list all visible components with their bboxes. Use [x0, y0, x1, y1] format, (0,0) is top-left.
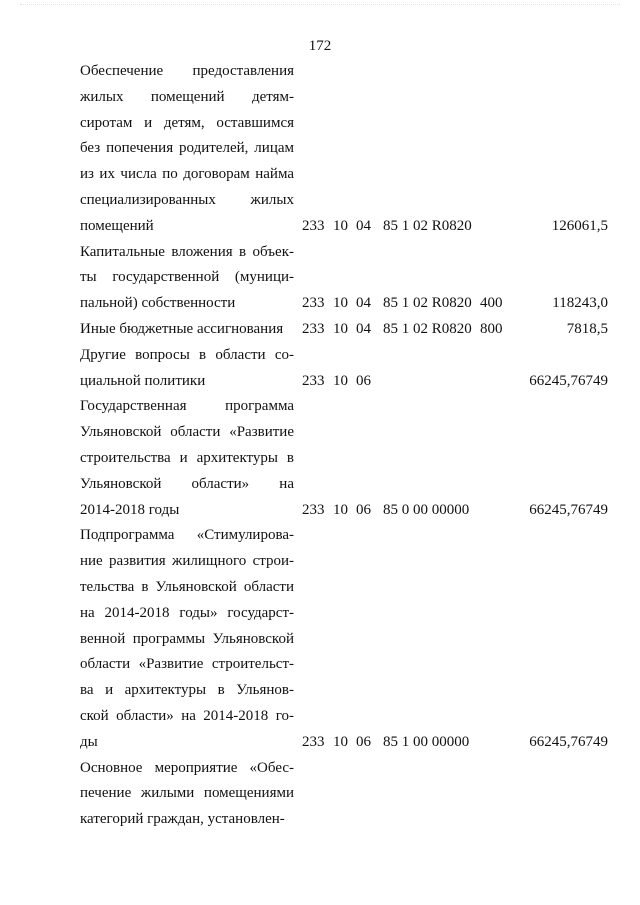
row-name-line: ской области» на 2014-2018 го-: [80, 707, 294, 724]
expense-type-code: 400: [480, 295, 503, 312]
subsection-code: 06: [356, 501, 371, 518]
row-name-line: печение жилыми помещениями: [80, 785, 294, 802]
target-article-code: 85 1 02 R0820: [383, 295, 472, 312]
row-name-line: области «Развитие строительст-: [80, 656, 294, 673]
row-name-line: Ульяновской области «Развитие: [80, 424, 294, 441]
row-name-line: ды: [80, 733, 98, 750]
row-name-line: Иные бюджетные ассигнования: [80, 321, 284, 337]
row-name: [80, 343, 294, 395]
row-name-line: категорий граждан, установлен-: [80, 811, 285, 828]
table-row: [0, 343, 640, 395]
subsection-code: 04: [356, 217, 371, 234]
amount: 7818,5: [566, 321, 608, 337]
row-name: [80, 240, 294, 317]
row-name-line: пальной) собственности: [80, 295, 236, 312]
row-name: [80, 394, 294, 523]
target-article-code: 85 0 00 00000: [383, 501, 470, 518]
admin-code: 233: [302, 321, 325, 337]
section-code: 10: [333, 321, 348, 337]
amount: 66245,76749: [529, 733, 608, 750]
row-name-line: циальной политики: [80, 372, 206, 389]
table-row: [0, 59, 640, 240]
row-name-line: ты государственной (муници-: [80, 269, 294, 286]
row-name-line: помещений: [80, 217, 154, 234]
row-name: [80, 523, 294, 755]
row-name-line: Ульяновской области» на: [80, 475, 294, 492]
row-name: [80, 317, 294, 343]
table-row: [0, 523, 640, 755]
table-row: [0, 317, 640, 343]
row-name-line: сиротам и детям, оставшимся: [80, 114, 294, 131]
row-name-line: Другие вопросы в области со-: [80, 346, 294, 363]
table-row: [0, 756, 640, 833]
row-name-line: венной программы Ульяновской: [80, 630, 294, 647]
section-code: 10: [333, 501, 348, 518]
section-code: 10: [333, 295, 348, 312]
subsection-code: 04: [356, 321, 371, 337]
section-code: 10: [333, 217, 348, 234]
admin-code: 233: [302, 372, 325, 389]
row-name-line: Обеспечение предоставления: [80, 63, 294, 79]
amount: 66245,76749: [529, 372, 608, 389]
section-code: 10: [333, 372, 348, 389]
admin-code: 233: [302, 733, 325, 750]
row-name-line: из их числа по договорам найма: [80, 166, 294, 183]
row-name: [80, 756, 294, 833]
row-name-line: ва и архитектуры в Ульянов-: [80, 682, 294, 699]
subsection-code: 04: [356, 295, 371, 312]
row-name-line: Основное мероприятие «Обес-: [80, 759, 294, 776]
row-name-line: без попечения родителей, лицам: [80, 140, 294, 157]
amount: 118243,0: [552, 295, 608, 312]
row-name-line: на 2014-2018 годы» государст-: [80, 604, 294, 621]
admin-code: 233: [302, 295, 325, 312]
table-row: [0, 394, 640, 523]
amount: 126061,5: [551, 217, 608, 234]
section-code: 10: [333, 733, 348, 750]
admin-code: 233: [302, 217, 325, 234]
row-name-line: Подпрограмма «Стимулирова-: [80, 527, 294, 544]
scan-speckle-line: [20, 4, 620, 9]
row-name-line: тельства в Ульяновской области: [80, 578, 294, 595]
row-name-line: строительства и архитектуры в: [80, 449, 294, 466]
expense-type-code: 800: [480, 321, 503, 337]
target-article-code: 85 1 02 R0820: [383, 321, 472, 337]
row-name-line: Капитальные вложения в объек-: [80, 243, 294, 260]
target-article-code: 85 1 02 R0820: [383, 217, 472, 234]
subsection-code: 06: [356, 733, 371, 750]
target-article-code: 85 1 00 00000: [383, 733, 470, 750]
page-number: 172: [308, 38, 332, 54]
table-row: [0, 240, 640, 317]
subsection-code: 06: [356, 372, 371, 389]
row-name-line: 2014-2018 годы: [80, 501, 180, 518]
amount: 66245,76749: [529, 501, 608, 518]
row-name: [80, 59, 294, 240]
row-name-line: специализированных жилых: [80, 191, 294, 208]
row-name-line: ние развития жилищного строи-: [80, 553, 294, 570]
row-name-line: жилых помещений детям-: [80, 88, 294, 105]
row-name-line: Государственная программа: [80, 398, 294, 415]
admin-code: 233: [302, 501, 325, 518]
